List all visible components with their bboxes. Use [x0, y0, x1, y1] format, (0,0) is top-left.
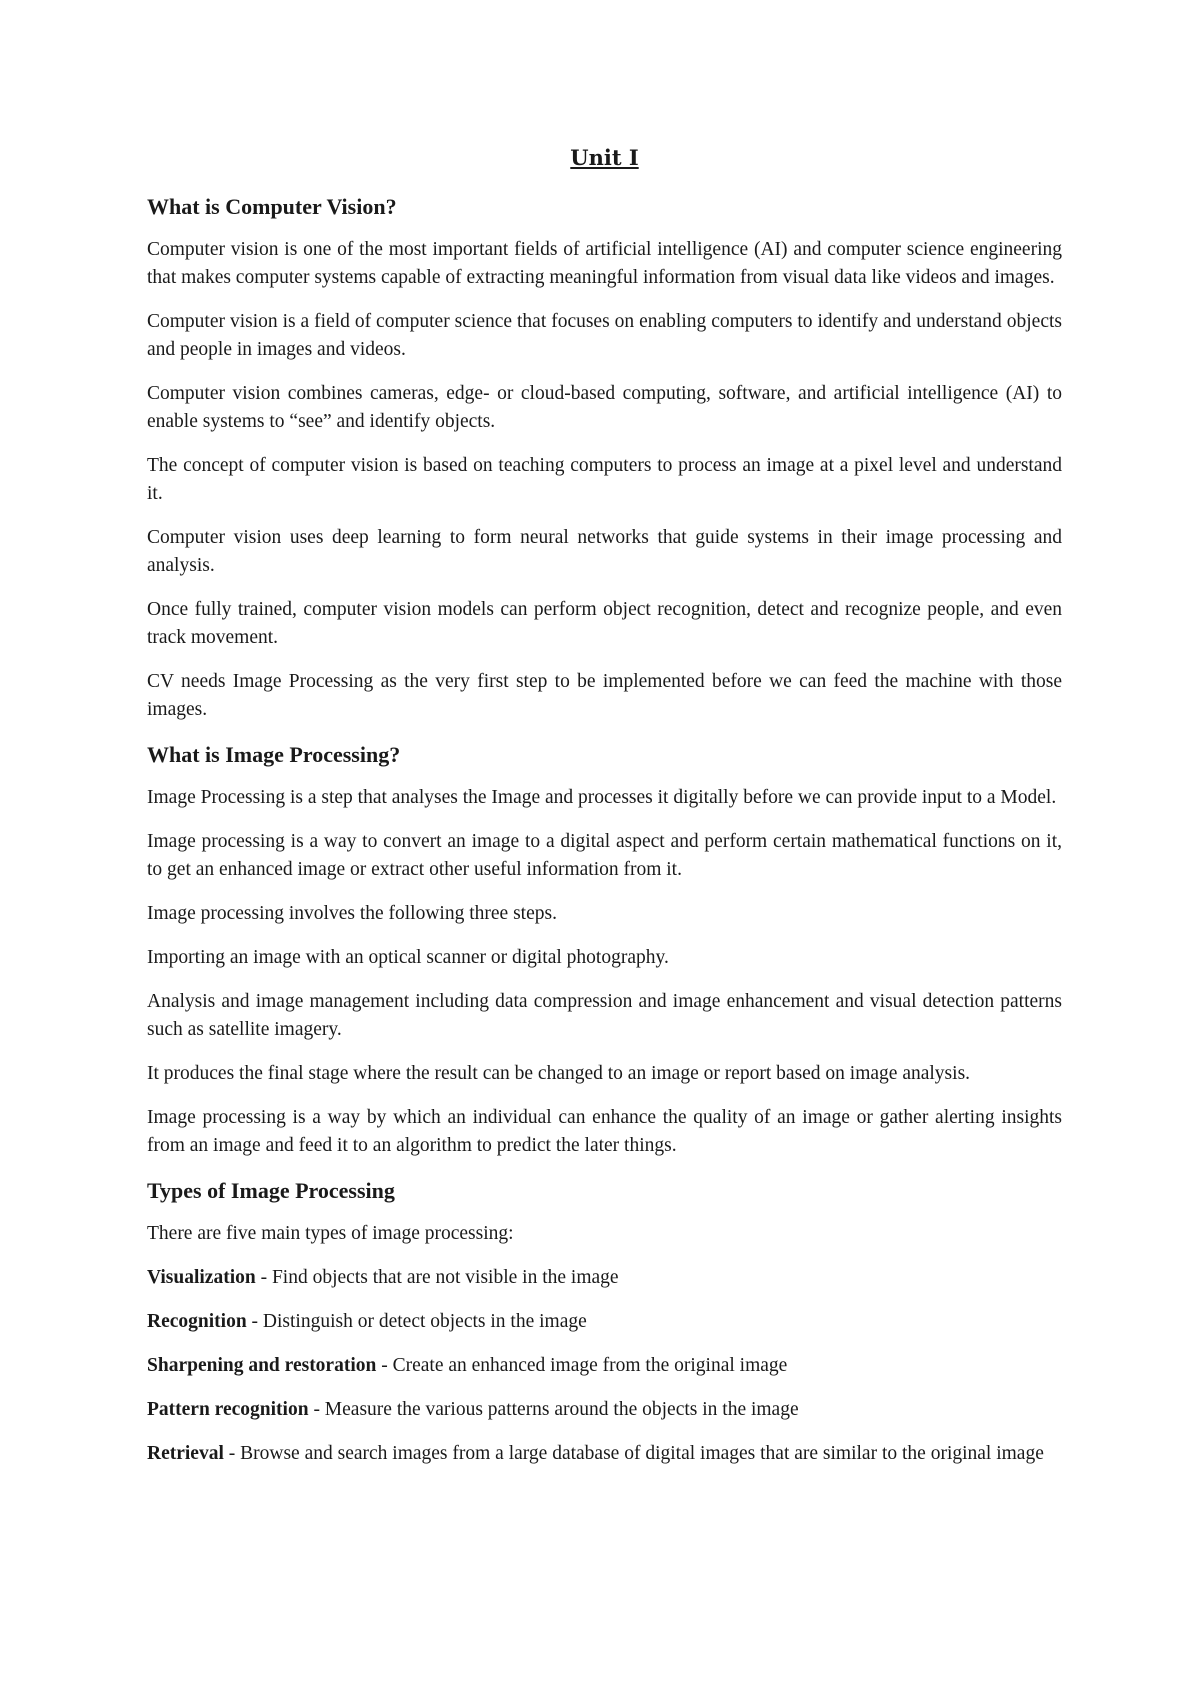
section-image-processing	[147, 740, 1062, 1160]
paragraph: CV needs Image Processing as the very first step to be implemented before we can feed the machine with those images.	[147, 671, 1062, 720]
types-intro: There are five main types of image processing:	[147, 1223, 514, 1244]
heading-image-processing: What is Image Processing?	[147, 742, 401, 767]
paragraph: Image Processing is a step that analyses the Image and processes it digitally before we can provide input to a Model.	[147, 787, 1057, 808]
type-term: Retrieval	[147, 1443, 224, 1464]
type-desc: - Browse and search images from a large database of digital images that are similar to the original image	[223, 1443, 1044, 1464]
paragraph: It produces the final stage where the result can be changed to an image or report based on image analysis.	[147, 1063, 971, 1084]
type-desc: - Find objects that are not visible in the image	[255, 1267, 619, 1288]
unit-title: Unit I	[570, 145, 639, 170]
type-term: Sharpening and restoration	[147, 1355, 377, 1376]
section-types-of-image-processing	[147, 1176, 1062, 1468]
paragraph: The concept of computer vision is based on teaching computers to process an image at a pixel level and understand it.	[147, 455, 1062, 504]
paragraph: Importing an image with an optical scanner or digital photography.	[147, 947, 669, 968]
type-item	[147, 1396, 1062, 1424]
type-item	[147, 1308, 1062, 1336]
paragraph: Computer vision is one of the most important fields of artificial intelligence (AI) and computer science engineering that makes computer systems capable of extracting meaningful information from visual data like videos and images.	[147, 239, 1062, 288]
type-term: Recognition	[147, 1311, 247, 1332]
section-computer-vision	[147, 192, 1062, 724]
type-item	[147, 1264, 1062, 1292]
paragraph: Image processing is a way by which an individual can enhance the quality of an image or gather alerting insights from an image and feed it to an algorithm to predict the later things.	[147, 1107, 1062, 1156]
paragraph: Once fully trained, computer vision models can perform object recognition, detect and recognize people, and even track movement.	[147, 599, 1062, 648]
paragraph: Computer vision combines cameras, edge- or cloud-based computing, software, and artificial intelligence (AI) to enable systems to “see” and identify objects.	[147, 383, 1062, 432]
type-desc: - Measure the various patterns around the objects in the image	[308, 1399, 799, 1420]
paragraph: Image processing is a way to convert an image to a digital aspect and perform certain mathematical functions on it, to get an enhanced image or extract other useful information from it.	[147, 831, 1062, 880]
heading-types-of-image-processing: Types of Image Processing	[147, 1178, 395, 1203]
paragraph: Computer vision is a field of computer science that focuses on enabling computers to identify and understand objects and people in images and videos.	[147, 311, 1062, 360]
type-item	[147, 1440, 1062, 1468]
type-desc: - Create an enhanced image from the original image	[376, 1355, 788, 1376]
paragraph: Analysis and image management including data compression and image enhancement and visual detection patterns such as satellite imagery.	[147, 991, 1062, 1040]
type-item	[147, 1352, 1062, 1380]
type-term: Pattern recognition	[147, 1399, 309, 1420]
paragraph: Computer vision uses deep learning to form neural networks that guide systems in their image processing and analysis.	[147, 527, 1062, 576]
type-term: Visualization	[147, 1267, 256, 1288]
type-desc: - Distinguish or detect objects in the image	[246, 1311, 587, 1332]
heading-computer-vision: What is Computer Vision?	[147, 194, 397, 219]
paragraph: Image processing involves the following three steps.	[147, 903, 557, 924]
